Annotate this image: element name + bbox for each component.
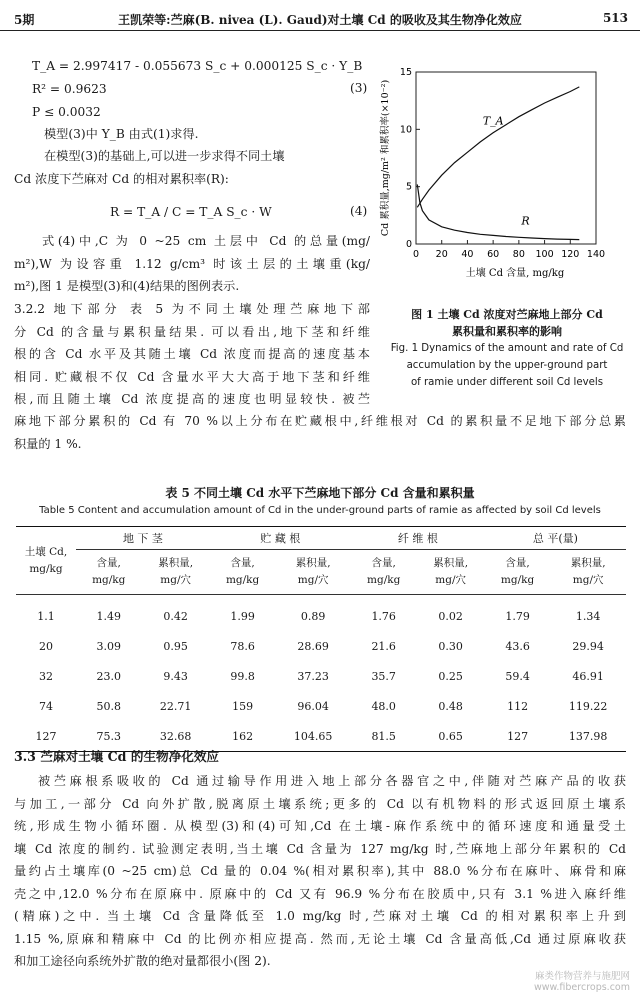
table-cell: 28.69: [297, 639, 329, 653]
sub-header-line: 累积量,: [158, 557, 194, 569]
table-row: [16, 631, 626, 661]
equation-3-number: (3): [350, 81, 368, 95]
table-cell: 119.22: [568, 699, 608, 713]
table-cell: 0.65: [438, 729, 463, 743]
equation-3-r2: R² = 0.9623: [32, 82, 107, 96]
plot-frame: [416, 72, 596, 244]
table-cell: 0.42: [163, 609, 188, 623]
sub-header-accumulation: [275, 550, 351, 595]
text-line: 量约占土壤库(0 ~25 cm)总 Cd 量的 0.04 %(相对累积率),其中 88.0 %分布在麻叶、麻骨和麻: [14, 864, 626, 878]
x-tick-label: 140: [586, 249, 606, 260]
figure-1-caption: [386, 306, 628, 391]
row-soil-cd: 32: [39, 669, 53, 683]
x-tick-label: 100: [535, 249, 554, 260]
caption-en-line: Fig. 1 Dynamics of the amount and rate of Cd: [390, 343, 624, 354]
table-cell: 0.48: [438, 699, 463, 713]
table-cell: 46.91: [572, 669, 604, 683]
text-line: 统,形成生物小循环圈. 从模型(3)和(4)可知,Cd 在土壤-麻作系统中的循环速度和通量受土: [14, 819, 626, 833]
table-cell: 137.98: [568, 729, 608, 743]
watermark-site-url: www.fibercrops.com: [533, 982, 630, 993]
table-cell: 1.99: [230, 609, 255, 623]
caption-zh-line: 累积量和累积率的影响: [452, 325, 562, 338]
table-cell: 1.49: [96, 609, 121, 623]
table-cell: 50.8: [96, 699, 121, 713]
sub-header-line: mg/kg: [500, 574, 535, 586]
x-tick-label: 80: [512, 249, 525, 260]
text-line: 壳之中,12.0 %分布在原麻中. 原麻中的 Cd 又有 96.9 %分布在胶质中,只有 3.1 %进入麻纤维: [14, 886, 626, 901]
text-line: 1.15 %,原麻和精麻中 Cd 的比例亦相应提高. 然而,无论土壤 Cd 含量高低,Cd 通过原麻收获: [14, 931, 626, 946]
section-3-3-heading: 3.3 苎麻对土壤 Cd 的生物净化效应: [14, 749, 220, 764]
sub-header-line: 含量,: [96, 557, 121, 569]
table-cell: 1.79: [505, 609, 530, 623]
x-tick-label: 20: [435, 249, 448, 260]
paragraph-eq4-explain: [14, 230, 370, 298]
table-cell: 23.0: [96, 669, 121, 683]
issue-number: 5期: [14, 13, 35, 27]
paragraph-3-2-2: [14, 298, 370, 411]
sub-header-content: [210, 550, 275, 595]
text-line: 和加工途径向系统外扩散的绝对量都很小(图 2).: [14, 954, 271, 968]
caption-en-line: of ramie under different soil Cd levels: [410, 377, 604, 388]
table-cell: 59.4: [505, 669, 530, 683]
sub-header-accumulation: [416, 550, 484, 595]
sub-header-line: mg/kg: [92, 574, 126, 586]
table-cell: 21.6: [371, 639, 396, 653]
text-line: (精麻)之中. 当土壤 Cd 含量降低至 1.0 mg/kg 时,苎麻对土壤 Cd 的相对累积率上升到: [14, 909, 626, 923]
text-line: m²),图 1 是模型(3)和(4)结果的图例表示.: [14, 279, 240, 293]
table-cell: 78.6: [230, 639, 255, 653]
table-row: [16, 691, 626, 721]
x-tick-label: 60: [487, 249, 500, 260]
table-cell: 37.23: [297, 669, 329, 683]
equation-4-number: (4): [350, 204, 368, 218]
header-title: 王凯荣等:苎麻(B. nivea (L). Gaud)对土壤 Cd 的吸收及其生物净化效应: [118, 13, 522, 27]
curve-label-r: R: [521, 214, 530, 228]
table-cell: 127: [507, 729, 529, 743]
text-line: 3.2.2 地下部分 表 5 为不同土壤处理苎麻地下部: [14, 302, 370, 316]
sub-header-accumulation: [550, 550, 626, 595]
text-line: 根的含 Cd 水平及其随土壤 Cd 浓度而提高的速度基本: [14, 347, 370, 361]
paragraph-3-2-2-cont: [14, 410, 626, 455]
sub-header-line: mg/穴: [435, 574, 466, 586]
x-tick-label: 40: [461, 249, 474, 260]
sub-header-content: [76, 550, 141, 595]
col-header-line: 土壤 Cd,: [24, 545, 68, 558]
model-note: 模型(3)中 Y_B 由式(1)求得.: [44, 127, 199, 141]
paragraph-3-3: [14, 770, 626, 973]
group-header: 地 下 茎: [76, 527, 210, 550]
text-line: 积量的 1 %.: [14, 436, 82, 451]
sub-header-accumulation: [141, 550, 209, 595]
table-row: [16, 595, 626, 632]
table-cell: 22.71: [159, 699, 192, 713]
row-soil-cd: 127: [35, 729, 57, 743]
curve-label-ta: T_A: [482, 114, 504, 128]
table-cell: 1.76: [371, 609, 396, 623]
group-header: 总 平(量): [485, 527, 626, 550]
table-cell: 43.6: [505, 639, 530, 653]
table-cell: 32.68: [159, 729, 192, 743]
table-cell: 48.0: [371, 699, 396, 713]
text-line: 分 Cd 的含量与累积量结果. 可以看出,地下茎和纤维: [14, 324, 370, 339]
row-soil-cd: 20: [39, 639, 53, 653]
sub-header-line: 含量,: [230, 557, 255, 569]
sub-header-line: mg/穴: [572, 574, 604, 586]
table-cell: 0.25: [438, 669, 463, 683]
table-5-caption-zh: 表 5 不同土壤 Cd 水平下苎麻地下部分 Cd 含量和累积量: [165, 486, 475, 500]
sub-header-line: 含量,: [505, 557, 530, 569]
sub-header-content: [485, 550, 550, 595]
x-tick-label: 0: [412, 249, 420, 260]
group-header: 贮 藏 根: [210, 527, 351, 550]
running-header: [0, 8, 640, 31]
table-cell: 0.30: [438, 639, 463, 653]
figure-1-chart: [376, 58, 626, 280]
table-cell: 0.89: [300, 609, 326, 623]
text-line: Cd 浓度下苎麻对 Cd 的相对累积率(R):: [14, 172, 229, 186]
table-cell: 0.95: [163, 639, 188, 653]
x-axis-label: 土壤 Cd 含量, mg/kg: [465, 268, 565, 279]
table-cell: 81.5: [371, 729, 396, 743]
table-5: [16, 526, 626, 752]
group-header: 纤 维 根: [351, 527, 485, 550]
table-cell: 35.7: [371, 669, 396, 683]
table-cell: 9.43: [163, 669, 188, 683]
col-header-soil-cd: [16, 527, 76, 595]
table-cell: 75.3: [96, 729, 121, 743]
sub-header-line: mg/穴: [297, 574, 329, 586]
text-line: 与加工,一部分 Cd 向外扩散,脱离原土壤系统;更多的 Cd 以有机物料的形式返回原土壤系: [14, 796, 626, 811]
sub-header-line: mg/穴: [160, 574, 192, 586]
text-line: 式(4)中,C 为 0 ~25 cm 土层中 Cd 的总量(mg/: [42, 234, 370, 248]
equation-3-p: P ≤ 0.0032: [32, 105, 101, 119]
equation-3-line1: T_A = 2.997417 - 0.055673 S_c + 0.000125 S_c · Y_B: [32, 59, 363, 73]
series-line-r: [417, 184, 579, 239]
sub-header-line: 累积量,: [295, 557, 331, 569]
text-line: 在模型(3)的基础上,可以进一步求得不同土壤: [44, 149, 285, 163]
table-cell: 112: [507, 699, 529, 713]
caption-en-line: accumulation by the upper-ground part: [406, 360, 608, 371]
sub-header-line: 累积量,: [570, 557, 606, 569]
table-cell: 3.09: [96, 639, 121, 653]
text-line: 根,而且随土壤 Cd 浓度提高的速度也明显较快. 被苎: [14, 392, 370, 406]
y-tick-label: 0: [405, 239, 412, 250]
table-row: [16, 661, 626, 691]
row-soil-cd: 74: [39, 699, 53, 713]
text-line: 被苎麻根系吸收的 Cd 通过输导作用进入地上部分各器官之中,伴随对苎麻产品的收获: [38, 774, 626, 788]
table-cell: 96.04: [297, 699, 329, 713]
series-line-ta: [417, 87, 579, 207]
sub-header-content: [351, 550, 416, 595]
table-5-caption-en: Table 5 Content and accumulation amount of Cd in the under-ground parts of ramie as affected by soil Cd levels: [39, 505, 601, 516]
col-header-line: mg/kg: [29, 562, 63, 575]
table-cell: 159: [232, 699, 254, 713]
y-tick-label: 10: [399, 124, 412, 136]
text-line: 相同. 贮藏根不仅 Cd 含量水平大大高于地下茎和纤维: [14, 369, 370, 384]
table-cell: 104.65: [293, 729, 333, 743]
y-tick-label: 5: [405, 181, 412, 193]
table-cell: 29.94: [572, 639, 604, 653]
x-tick-label: 120: [561, 249, 580, 260]
text-line: m²),W 为设容重 1.12 g/cm³ 时该土层的土壤重(kg/: [14, 256, 370, 271]
equation-4: R = T_A / C = T_A S_c · W: [110, 205, 272, 219]
caption-zh-line: 图 1 土壤 Cd 浓度对苎麻地上部分 Cd: [411, 308, 603, 321]
watermark-site-zh: 麻类作物营养与施肥网: [534, 971, 630, 982]
row-soil-cd: 1.1: [37, 609, 55, 623]
table-cell: 0.02: [438, 609, 463, 623]
table-cell: 99.8: [230, 669, 255, 683]
sub-header-line: mg/kg: [367, 574, 401, 586]
y-axis-label: Cd 累积量,mg/m² 和累积率(×10⁻²): [380, 79, 391, 237]
text-line: 麻地下部分累积的 Cd 有 70 %以上分布在贮藏根中,纤维根对 Cd 的累积量不足地下部分总累: [14, 414, 626, 428]
page-number: 513: [602, 11, 628, 25]
table-cell: 1.34: [575, 609, 601, 623]
table-cell: 162: [232, 729, 254, 743]
sub-header-line: 含量,: [371, 557, 396, 569]
sub-header-line: 累积量,: [433, 557, 469, 569]
y-tick-label: 15: [399, 67, 412, 78]
sub-header-line: mg/kg: [225, 574, 260, 586]
text-line: 壤 Cd 浓度的制约. 试验测定表明,当土壤 Cd 含量为 127 mg/kg 时,苎麻地上部分年累积的 Cd: [14, 841, 626, 856]
